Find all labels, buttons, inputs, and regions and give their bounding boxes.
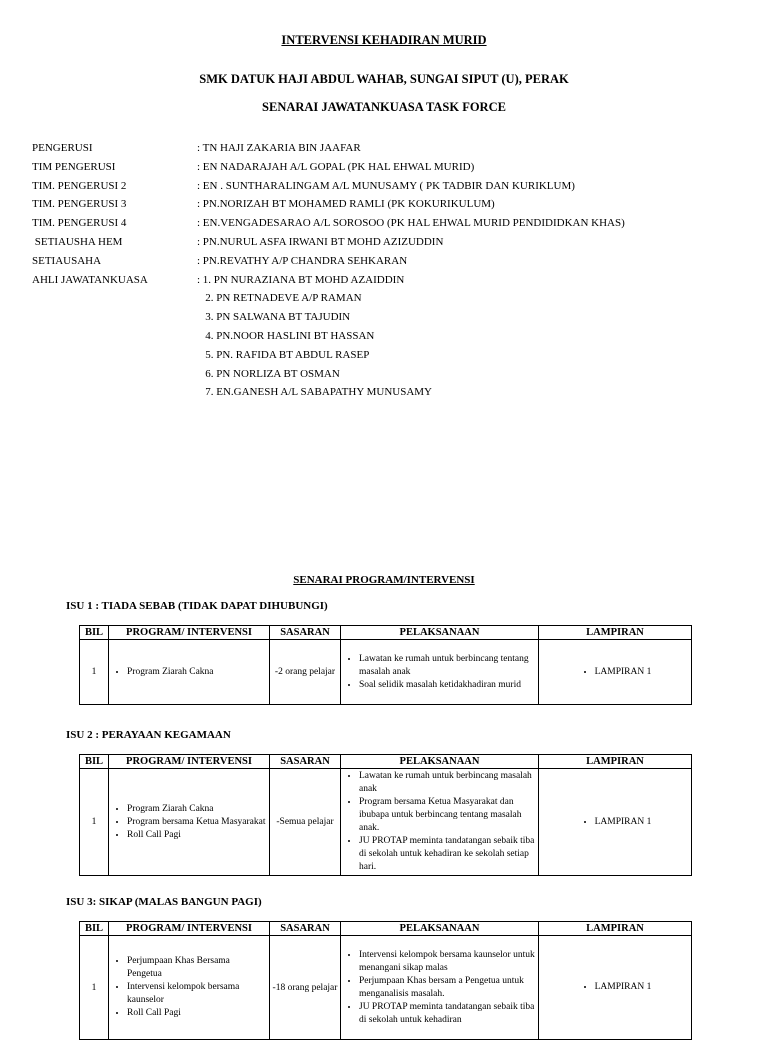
table-row (80, 769, 692, 876)
list-item: • Lawatan ke rumah untuk berbincang tentang masalah anak (359, 653, 536, 679)
committee-name: 2. PN RETNADEVE A/P RAMAN (197, 292, 362, 305)
lampiran-cell (539, 769, 692, 876)
list-item: • Program Ziarah Cakna (127, 803, 267, 816)
bil-cell: 1 (80, 640, 109, 705)
header-sasaran: SASARAN (270, 626, 341, 640)
header-sasaran: SASARAN (270, 755, 341, 769)
list-item: • JU PROTAP meminta tandatangan sebaik tiba di sekolah untuk kehadiran ke sekolah setiap hari. (359, 835, 536, 874)
sasaran-cell: -Semua pelajar (270, 769, 341, 876)
list-item: • LAMPIRAN 1 (595, 666, 652, 679)
program-cell (109, 769, 270, 876)
pelaksanaan-cell (341, 640, 539, 705)
header-program: PROGRAM/ INTERVENSI (109, 922, 270, 936)
list-item: • Lawatan ke rumah untuk berbincang masalah anak (359, 770, 536, 796)
list-item: • Program Ziarah Cakna (127, 666, 267, 679)
committee-name: 3. PN SALWANA BT TAJUDIN (197, 311, 351, 324)
program-list-title: SENARAI PROGRAM/INTERVENSI (293, 574, 475, 586)
bil-cell: 1 (80, 936, 109, 1040)
committee-name: : PN.NURUL ASFA IRWANI BT MOHD AZIZUDDIN (197, 235, 444, 248)
header-pelaksanaan: PELAKSANAAN (341, 922, 539, 936)
issue-title: ISU 2 : PERAYAAN KEGAMAAN (66, 729, 231, 741)
table-row (80, 640, 692, 705)
committee-name: 6. PN NORLIZA BT OSMAN (197, 367, 340, 380)
committee-role: SETIAUSHA HEM (32, 235, 123, 248)
table-header-row (80, 626, 692, 640)
issue-title: ISU 3: SIKAP (MALAS BANGUN PAGI) (66, 896, 262, 908)
pelaksanaan-cell (341, 769, 539, 876)
committee-role: SETIAUSAHA (32, 254, 102, 267)
table-header-row (80, 922, 692, 936)
header-pelaksanaan: PELAKSANAAN (341, 626, 539, 640)
committee-name: : EN . SUNTHARALINGAM A/L MUNUSAMY ( PK TADBIR DAN KURIKLUM) (197, 179, 575, 192)
list-item: • Roll Call Pagi (127, 1007, 267, 1020)
committee-name: : EN.VENGADESARAO A/L SOROSOO (PK HAL EHWAL MURID PENDIDIDKAN KHAS) (197, 217, 625, 230)
sasaran-cell: -18 orang pelajar (270, 936, 341, 1040)
bil-cell: 1 (80, 769, 109, 876)
list-item: • LAMPIRAN 1 (595, 816, 652, 829)
header-pelaksanaan: PELAKSANAAN (341, 755, 539, 769)
list-item: • JU PROTAP meminta tandatangan sebaik tiba di sekolah untuk kehadiran (359, 1001, 536, 1027)
committee-role: TIM. PENGERUSI 2 (32, 179, 127, 192)
header-bil: BIL (80, 755, 109, 769)
issue-title: ISU 1 : TIADA SEBAB (TIDAK DAPAT DIHUBUNGI) (66, 600, 328, 612)
lampiran-cell (539, 640, 692, 705)
list-item: • Perjumpaan Khas bersam a Pengetua untuk menganalisis masalah. (359, 975, 536, 1001)
program-table (79, 625, 692, 705)
header-program: PROGRAM/ INTERVENSI (109, 626, 270, 640)
committee-name: : 1. PN NURAZIANA BT MOHD AZAIDDIN (197, 273, 405, 286)
header-lampiran: LAMPIRAN (539, 922, 692, 936)
committee-role: TIM. PENGERUSI 4 (32, 217, 127, 230)
committee-name: 5. PN. RAFIDA BT ABDUL RASEP (197, 348, 370, 361)
document-title: INTERVENSI KEHADIRAN MURID (281, 33, 487, 47)
table-header-row (80, 755, 692, 769)
committee-list-title: SENARAI JAWATANKUASA TASK FORCE (262, 100, 506, 114)
list-item: • Roll Call Pagi (127, 829, 267, 842)
list-item: • Program bersama Ketua Masyarakat dan ibubapa untuk berbincang tentang masalah anak. (359, 796, 536, 835)
committee-role: PENGERUSI (32, 142, 93, 154)
committee-role: TIM. PENGERUSI 3 (32, 198, 127, 211)
sasaran-cell: -2 orang pelajar (270, 640, 341, 705)
school-name: SMK DATUK HAJI ABDUL WAHAB, SUNGAI SIPUT (U), PERAK (199, 72, 569, 86)
header-lampiran: LAMPIRAN (539, 755, 692, 769)
committee-name: : EN NADARAJAH A/L GOPAL (PK HAL EHWAL MURID) (197, 160, 475, 173)
header-bil: BIL (80, 922, 109, 936)
list-item: • LAMPIRAN 1 (595, 981, 652, 994)
committee-role: TIM PENGERUSI (32, 160, 116, 173)
committee-role: AHLI JAWATANKUASA (32, 273, 148, 286)
header-program: PROGRAM/ INTERVENSI (109, 755, 270, 769)
list-item: • Program bersama Ketua Masyarakat (127, 816, 267, 829)
list-item: • Soal selidik masalah ketidakhadiran murid (359, 679, 536, 692)
list-item: • Intervensi kelompok bersama kaunselor (127, 981, 267, 1007)
list-item: • Perjumpaan Khas Bersama Pengetua (127, 955, 267, 981)
committee-name: : PN.REVATHY A/P CHANDRA SEHKARAN (197, 254, 408, 267)
list-item: • Intervensi kelompok bersama kaunselor untuk menangani sikap malas (359, 949, 536, 975)
committee-name: : TN HAJI ZAKARIA BIN JAAFAR (197, 142, 361, 154)
committee-name: : PN.NORIZAH BT MOHAMED RAMLI (PK KOKURIKULUM) (197, 198, 495, 211)
committee-name: 4. PN.NOOR HASLINI BT HASSAN (197, 329, 375, 342)
program-table (79, 921, 692, 1040)
header-bil: BIL (80, 626, 109, 640)
header-sasaran: SASARAN (270, 922, 341, 936)
header-lampiran: LAMPIRAN (539, 626, 692, 640)
committee-name: 7. EN.GANESH A/L SABAPATHY MUNUSAMY (197, 386, 433, 399)
program-cell (109, 640, 270, 705)
program-table (79, 754, 692, 876)
